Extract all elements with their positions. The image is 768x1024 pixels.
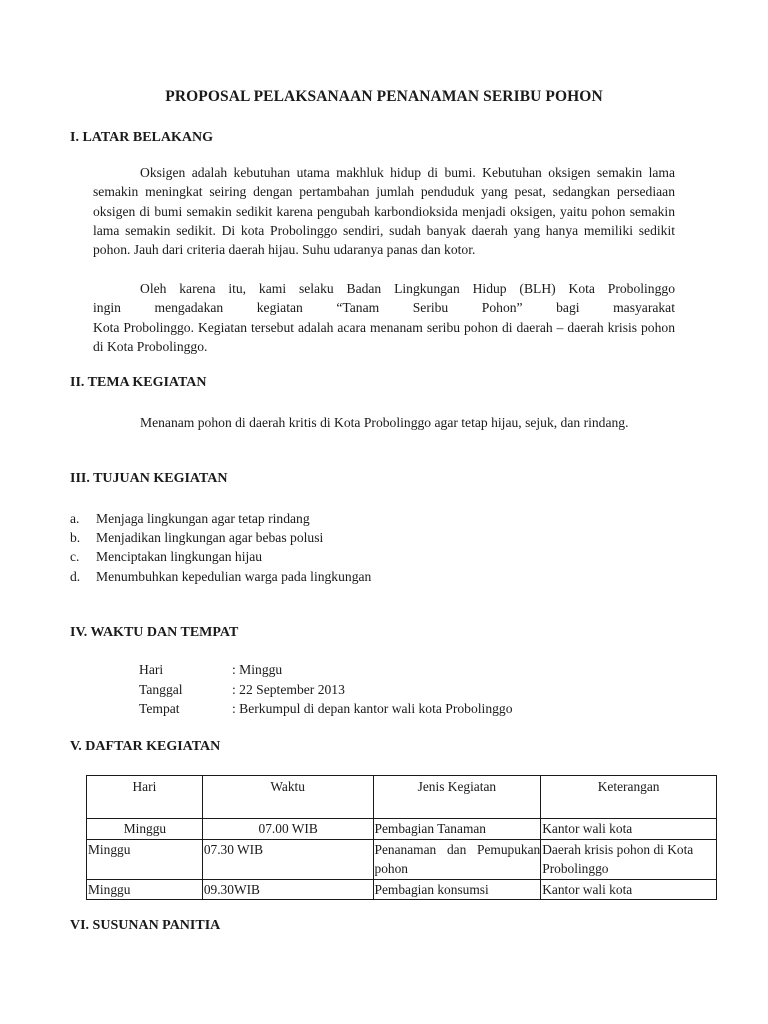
table-header-cell: Keterangan (541, 776, 717, 819)
paragraph-text: Kota Probolinggo. Kegiatan tersebut adalah acara menanam seribu pohon di daerah – daerah krisis pohon di Kota Probolinggo. (93, 319, 675, 354)
info-key: Tempat (139, 701, 180, 717)
table-row (87, 879, 717, 900)
info-row (139, 699, 513, 719)
table-cell: 09.30WIB (202, 879, 373, 900)
section-heading-tujuan: III. TUJUAN KEGIATAN (70, 471, 228, 486)
table-cell: Daerah krisis pohon di Kota Probolinggo (541, 839, 717, 879)
table-header-cell: Hari (87, 776, 203, 819)
table-header-cell: Jenis Kegiatan (373, 776, 541, 819)
info-key: Hari (139, 662, 164, 677)
list-marker: d. (70, 568, 81, 584)
paragraph-line: Oleh karena itu, kami selaku Badan Lingkungan Hidup (BLH) Kota Probolinggo (140, 281, 675, 296)
table-cell: Pembagian Tanaman (373, 819, 541, 840)
paragraph-text: Oksigen adalah kebutuhan utama makhluk hidup di bumi. Kebutuhan oksigen semakin lama semakin meningkat seiring dengan pertambahan jumlah penduduk yang pesat, sedangkan persediaan oksigen di bumi semakin sedikit karena pengubah karbondioksida menjadi oksigen, yaitu pohon semakin lama semakin sedikit. Di kota Probolinggo sendiri, sudah banyak daerah yang hanya memiliki sedikit pohon. Jauh dari criteria daerah hijau. Suhu udaranya panas dan kotor. (93, 165, 675, 258)
table-cell: Penanaman dan Pemupukan pohon (373, 839, 541, 879)
waktu-tempat-info (139, 660, 513, 719)
list-item (70, 509, 371, 528)
info-row (139, 680, 513, 700)
section-heading-waktu-tempat: IV. WAKTU DAN TEMPAT (70, 625, 239, 640)
list-marker: c. (70, 549, 80, 565)
table-cell: Kantor wali kota (541, 819, 717, 840)
list-item (70, 528, 371, 547)
paragraph-line: ingin mengadakan kegiatan “Tanam Seribu Pohon” bagi masyarakat (93, 300, 675, 316)
info-value: : Minggu (232, 662, 283, 677)
table-cell: 07.00 WIB (202, 819, 373, 840)
list-item (70, 547, 371, 566)
section-heading-latar-belakang: I. LATAR BELAKANG (70, 130, 214, 145)
info-row (139, 660, 513, 680)
list-marker: a. (70, 511, 80, 526)
info-key: Tanggal (139, 681, 183, 697)
table-header-cell: Waktu (202, 776, 373, 819)
table-row (87, 839, 717, 879)
list-item (70, 567, 371, 586)
section-heading-daftar-kegiatan: V. DAFTAR KEGIATAN (70, 739, 221, 754)
section-heading-tema: II. TEMA KEGIATAN (70, 375, 207, 390)
paragraph-text: Menanam pohon di daerah kritis di Kota Probolinggo agar tetap hijau, sejuk, dan rindang. (140, 415, 629, 430)
list-item-text: Menjaga lingkungan agar tetap rindang (96, 511, 310, 526)
info-value: : Berkumpul di depan kantor wali kota Probolinggo (232, 701, 513, 717)
list-item-text: Menjadikan lingkungan agar bebas polusi (96, 530, 324, 546)
table-cell: Kantor wali kota (541, 879, 717, 900)
info-value: : 22 September 2013 (232, 681, 345, 697)
table-cell: 07.30 WIB (202, 839, 373, 879)
list-marker: b. (70, 530, 81, 546)
table-cell: Minggu (87, 879, 203, 900)
list-item-text: Menciptakan lingkungan hijau (96, 549, 263, 565)
daftar-kegiatan-table (86, 775, 717, 900)
table-row (87, 819, 717, 840)
section-heading-susunan-panitia: VI. SUSUNAN PANITIA (70, 918, 221, 933)
tujuan-list (70, 509, 371, 586)
paragraph-latar-belakang-2 (93, 279, 675, 356)
table-header-row (87, 776, 717, 819)
paragraph-latar-belakang-1 (93, 163, 675, 259)
document-title: PROPOSAL PELAKSANAAN PENANAMAN SERIBU POHON (165, 88, 603, 105)
table-cell: Minggu (87, 819, 203, 840)
table-cell: Minggu (87, 839, 203, 879)
table-cell: Pembagian konsumsi (373, 879, 541, 900)
list-item-text: Menumbuhkan kepedulian warga pada lingkungan (96, 568, 372, 584)
paragraph-tema (93, 413, 675, 432)
